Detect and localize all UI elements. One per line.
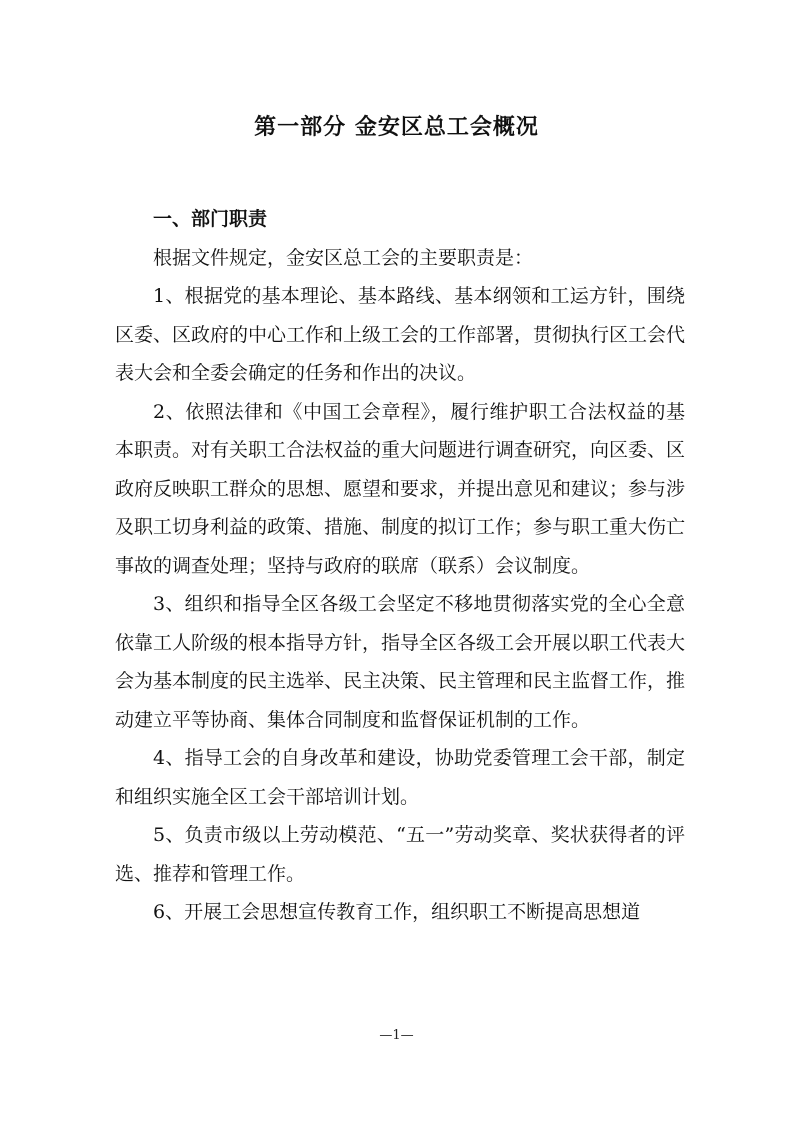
paragraph-4: 4、指导工会的自身改革和建设，协助党委管理工会干部，制定和组织实施全区工会干部培训计划。 <box>115 747 685 808</box>
document-body <box>115 200 685 932</box>
paragraph-2: 2、依照法律和《中国工会章程》，履行维护职工合法权益的基本职责。对有关职工合法权益的重大问题进行调查研究，向区委、区政府反映职工群众的思想、愿望和要求，并提出意见和建议；参与涉及职工切身利益的政策、措施、制度的拟订工作；参与职工重大伤亡事故的调查处理；坚持与政府的联席（联系）会议制度。 <box>115 400 686 577</box>
paragraph-6: 6、开展工会思想宣传教育工作，组织职工不断提高思想道 <box>153 901 641 923</box>
page-number: —1— <box>379 1028 414 1043</box>
section-heading: 一、部门职责 <box>153 208 268 230</box>
intro-paragraph: 根据文件规定，金安区总工会的主要职责是： <box>153 246 534 269</box>
paragraph-3: 3、组织和指导全区各级工会坚定不移地贯彻落实党的全心全意依靠工人阶级的根本指导方针，指导全区各级工会开展以职工代表大会为基本制度的民主选举、民主决策、民主管理和民主监督工作，推动建立平等协商、集体合同制度和监督保证机制的工作。 <box>115 593 686 731</box>
page-title: 第一部分 金安区总工会概况 <box>254 115 539 140</box>
paragraph-5: 5、负责市级以上劳动模范、“五一”劳动奖章、奖状获得者的评选、推荐和管理工作。 <box>115 824 685 885</box>
paragraph-1: 1、根据党的基本理论、基本路线、基本纲领和工运方针，围绕区委、区政府的中心工作和上级工会的工作部署，贯彻执行区工会代表大会和全委会确定的任务和作出的决议。 <box>115 285 686 384</box>
